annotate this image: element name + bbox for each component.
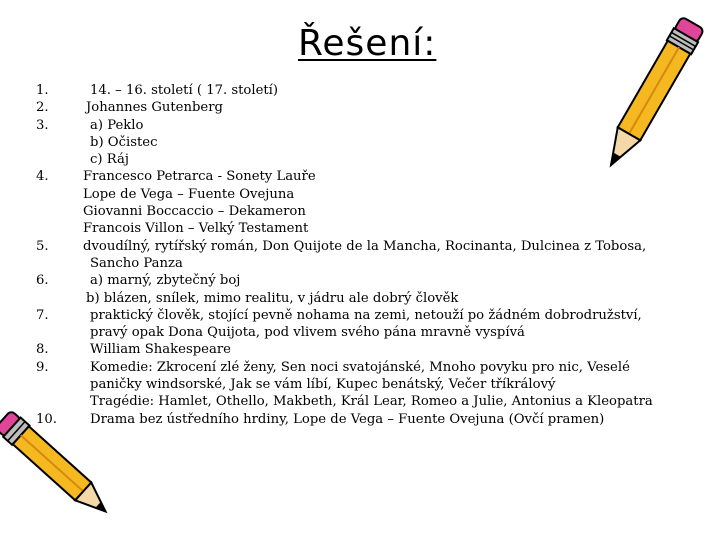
list-item-text: Drama bez ústředního hrdiny, Lope de Vega – Fuente Ovejuna (Ovčí pramen) [90,411,605,427]
list-item-text: b) Očistec [90,134,158,150]
list-item-text: a) Peklo [90,117,144,133]
list-item-number: 3. [36,117,49,133]
list-item [36,272,686,307]
list-item-text: paničky windsorské, Jak se vám líbí, Kupec benátský, Večer tříkrálový [90,377,556,393]
list-item-text: Tragédie: Hamlet, Othello, Makbeth, Král Lear, Romeo a Julie, Antonius a Kleopatra [90,394,653,410]
page-title: Řešení: [298,23,437,64]
list-item [36,341,686,358]
list-item-number: 8. [36,342,49,358]
list-item-number: 6. [36,273,49,289]
list-item-text: 14. – 16. století ( 17. století) [90,83,279,98]
list-item-text: a) marný, zbytečný boj [90,273,241,289]
list-item-number: 10. [36,411,57,427]
pencil-icon [590,2,715,187]
list-item-text: c) Ráj [90,152,129,168]
list-item [36,82,686,99]
list-item [36,307,686,342]
list-item-number: 4. [36,169,49,185]
list-item [36,117,686,169]
list-item [36,359,686,411]
list-item-text: b) blázen, snílek, mimo realitu, v jádru ale dobrý člověk [86,290,459,306]
list-item-number: 5. [36,238,49,254]
list-item-number: 9. [36,359,49,375]
list-item-text: Francesco Petrarca - Sonety Lauře [83,169,316,185]
list-item-text: Lope de Vega – Fuente Ovejuna [83,186,295,202]
list-item-text: Komedie: Zkrocení zlé ženy, Sen noci svatojánské, Mnoho povyku pro nic, Veselé [90,359,630,375]
list-item-text: William Shakespeare [90,342,231,358]
list-item-text: Giovanni Boccaccio – Dekameron [83,204,306,220]
solutions-list [36,82,686,428]
list-item-number: 1. [36,83,49,98]
list-item-number: 7. [36,307,49,323]
list-item [36,168,686,237]
list-item [36,411,686,428]
list-item-text: Francois Villon – Velký Testament [83,221,309,237]
list-item-text: pravý opak Dona Quijota, pod vlivem svého pána mravně vyspívá [90,325,525,341]
list-item-text: Sancho Panza [90,255,183,271]
list-item-text: Johannes Gutenberg [86,100,223,116]
pencil-icon [0,392,110,540]
list-item-text: dvoudílný, rytířský román, Don Quijote de la Mancha, Rocinanta, Dulcinea z Tobosa, [83,238,647,254]
list-item [36,99,686,116]
list-item-text: praktický člověk, stojící pevně nohama na zemi, netouží po žádném dobrodružství, [90,307,642,323]
list-item [36,238,686,273]
list-item-number: 2. [36,100,49,116]
